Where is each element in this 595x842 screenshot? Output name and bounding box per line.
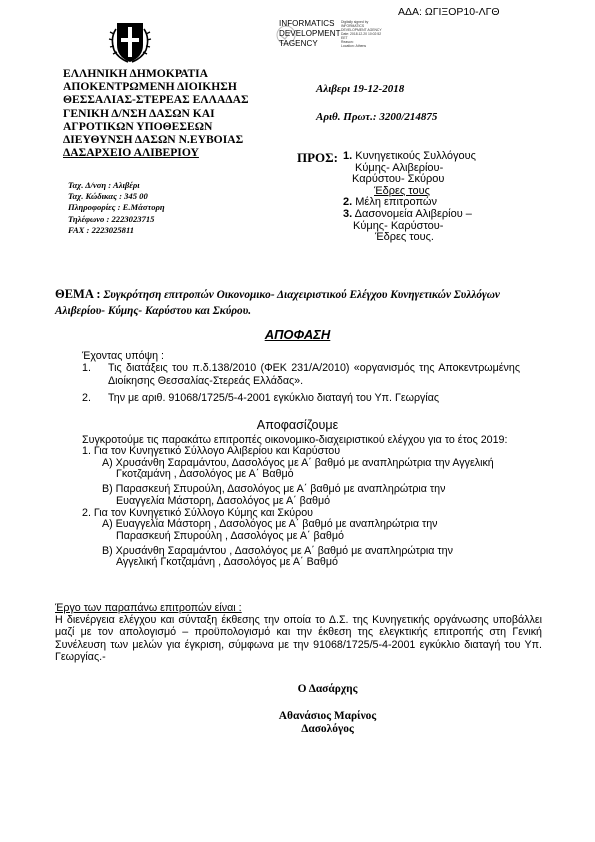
signature-line: Reason:	[341, 40, 354, 44]
decision-intro: Συγκροτούμε τις παρακάτω επιτροπές οικονομικο-διαχειριστικού ελέγχου για το έτος 2019:	[82, 434, 508, 446]
contact-line: Ταχ. Δ/νση : Αλιβέρι	[68, 180, 140, 190]
subject-label: ΘΕΜΑ :	[55, 287, 101, 301]
recipient-number: 2.	[343, 196, 353, 209]
signature-line: Date: 2018.12.20 10:02:52	[341, 32, 382, 36]
logo-line: INFORMATICS	[279, 19, 335, 28]
list-text: Τις διατάξεις του π.δ.138/2010 (ΦΕΚ 231/Α/2010) «οργανισμός της Αποκεντρωμένης Διοίκησης Θεσσαλίας-Στερεάς Ελλάδας».	[108, 362, 520, 387]
decision-heading: ΑΠΟΦΑΣΗ	[264, 327, 331, 342]
authority-line: ΔΙΕΥΘΥΝΣΗ ΔΑΣΩΝ Ν.ΕΥΒΟΙΑΣ	[63, 133, 244, 147]
issuing-authority	[63, 67, 249, 159]
contact-line: Τηλέφωνο : 2223023715	[68, 213, 155, 224]
recipient-number: 3.	[343, 207, 353, 220]
recipient-text: Καρύστου- Σκύρου	[352, 173, 445, 186]
logo-line: DEVELOPMENT	[279, 28, 341, 38]
considering-intro: Έχοντας υπόψη :	[82, 350, 165, 362]
authority-line: ΑΠΟΚΕΝΤΡΩΜΕΝΗ ΔΙΟΙΚΗΣΗ	[63, 80, 237, 94]
committee-member: Παρασκευή Σπυρούλη , Δασολόγος με Α΄ βαθμό	[116, 529, 344, 542]
committee-member: Ευαγγελία Μάστορη, Δασολόγος με Α΄ βαθμό	[116, 494, 331, 507]
committee-member: A) Χρυσάνθη Σαραμάντου, Δασολόγος με Α΄ βαθμό με αναπληρώτρια την Αγγελική	[102, 456, 494, 469]
recipient-text: Έδρες τους	[374, 184, 430, 197]
authority-line: ΘΕΣΣΑΛΙΑΣ-ΣΤΕΡΕΑΣ ΕΛΛΑΔΑΣ	[63, 93, 249, 107]
signatory-name: Αθανάσιος Μαρίνος	[278, 710, 377, 722]
committee-member: A) Ευαγγελία Μάστορη , Δασολόγος με Α΄ βαθμό με αναπληρώτρια την	[102, 518, 438, 531]
signature-line: DEVELOPMENT AGENCY	[341, 28, 382, 32]
signature-line: INFORMATICS	[341, 24, 365, 28]
signature-line: EET	[341, 36, 348, 40]
recipient-text: Έδρες τους.	[375, 231, 434, 244]
signature-line: Location: Athens	[341, 44, 367, 48]
contact-line: Ταχ. Κώδικας : 345 00	[68, 191, 148, 202]
task-label: Έργο των παραπάνω επιτροπών είναι :	[55, 602, 242, 614]
signature-line: Digitally signed by	[341, 20, 369, 24]
considering-list	[82, 362, 520, 405]
recipients-label: ΠΡΟΣ:	[297, 150, 338, 165]
authority-line: ΓΕΝΙΚΗ Δ/ΝΣΗ ΔΑΣΩΝ ΚΑΙ	[63, 106, 215, 120]
committee-member: B) Παρασκευή Σπυρούλη, Δασολόγος με Α΄ βαθμό με αναπληρώτρια την	[102, 483, 446, 496]
greek-coat-of-arms-icon	[108, 18, 152, 64]
recipients-list	[343, 151, 476, 244]
recipient-text: Κύμης- Καρύστου-	[353, 219, 444, 232]
recipient-text: Μέλη επιτροπών	[355, 196, 438, 209]
contact-details	[68, 180, 165, 236]
contact-line: Πληροφορίες : Ε.Μάστορη	[68, 202, 165, 213]
digital-signature-block	[341, 20, 401, 48]
subject-text: Συγκρότηση επιτροπών Οικονομικο- Διαχειριστικού Ελέγχου Κυνηγετικών Συλλόγων Αλιβερίου- Κύμης- Καρύστου και Σκύρου.	[55, 289, 500, 317]
committee-member: Γκοτζαμάνη , Δασολόγος με Α΄ Βαθμό	[116, 468, 294, 481]
subject-line	[55, 287, 545, 319]
committee-heading: 1. Για τον Κυνηγετικό Σύλλογο Αλιβερίου και Καρύστου	[82, 445, 341, 457]
recipient-item	[343, 209, 476, 221]
committee-member: Αγγελική Γκοτζαμάνη , Δασολόγος με Α΄ Βαθμό	[116, 556, 338, 569]
logo-line: TAGENCY	[279, 38, 318, 48]
contact-line: FAX : 2223025811	[68, 224, 135, 235]
list-text: Την με αριθ. 91068/1725/5-4-2001 εγκύκλιο διαταγή του Υπ. Γεωργίας	[108, 391, 440, 404]
decide-heading: Αποφασίζουμε	[256, 418, 339, 432]
list-item	[82, 362, 520, 388]
recipient-text: Δασονομεία Αλιβερίου –	[354, 207, 472, 220]
committee-heading: 2. Για τον Κυνηγετικό Σύλλογο Κύμης και Σκύρου	[82, 506, 314, 519]
recipient-number: 1.	[343, 150, 353, 162]
ada-code: ΑΔΑ: ΩΓΙΞΟΡ10-ΛΓΘ	[398, 6, 500, 18]
authority-line: ΔΑΣΑΡΧΕΙΟ ΑΛΙΒΕΡΙΟΥ	[63, 146, 199, 160]
recipient-item	[343, 151, 476, 163]
list-item	[82, 392, 520, 405]
recipient-text: Κυνηγετικούς Συλλόγους	[355, 150, 476, 162]
task-text: Η διενέργεια ελέγχου και σύνταξη έκθεσης την οποία το Δ.Σ. της Κυνηγετικής οργάνωσης υποβάλλει μαζί με τον απολογισμό – προϋπολογισμό και την έκθεση της ελεγκτικής επιτροπής στη Γενική Συνέλευση των μελών για έγκριση, σύμφωνα με την 91068/1725/5-4-2001 εγκύκλιο διαταγή του Υπ. Γεωργίας.-	[55, 614, 542, 663]
committee-member: B) Χρυσάνθη Σαραμάντου , Δασολόγος με Α΄ βαθμό με αναπληρώτρια την	[102, 544, 453, 557]
protocol-number: Αριθ. Πρωτ.: 3200/214875	[316, 111, 438, 123]
list-number: 2.	[82, 391, 91, 404]
authority-line: ΑΓΡΟΤΙΚΩΝ ΥΠΟΘΕΣΕΩΝ	[63, 119, 213, 133]
decision-list	[82, 446, 542, 569]
agency-logo-text	[279, 19, 339, 48]
signatory-title: Ο Δασάρχης	[297, 683, 358, 695]
authority-line: ΕΛΛΗΝΙΚΗ ΔΗΜΟΚΡΑΤΙΑ	[63, 67, 209, 80]
list-number: 1.	[82, 362, 91, 374]
place-date: Αλιβερι 19-12-2018	[316, 83, 405, 95]
signatory-role: Δασολόγος	[301, 723, 354, 735]
recipient-text: Κύμης- Αλιβερίου-	[355, 161, 444, 174]
